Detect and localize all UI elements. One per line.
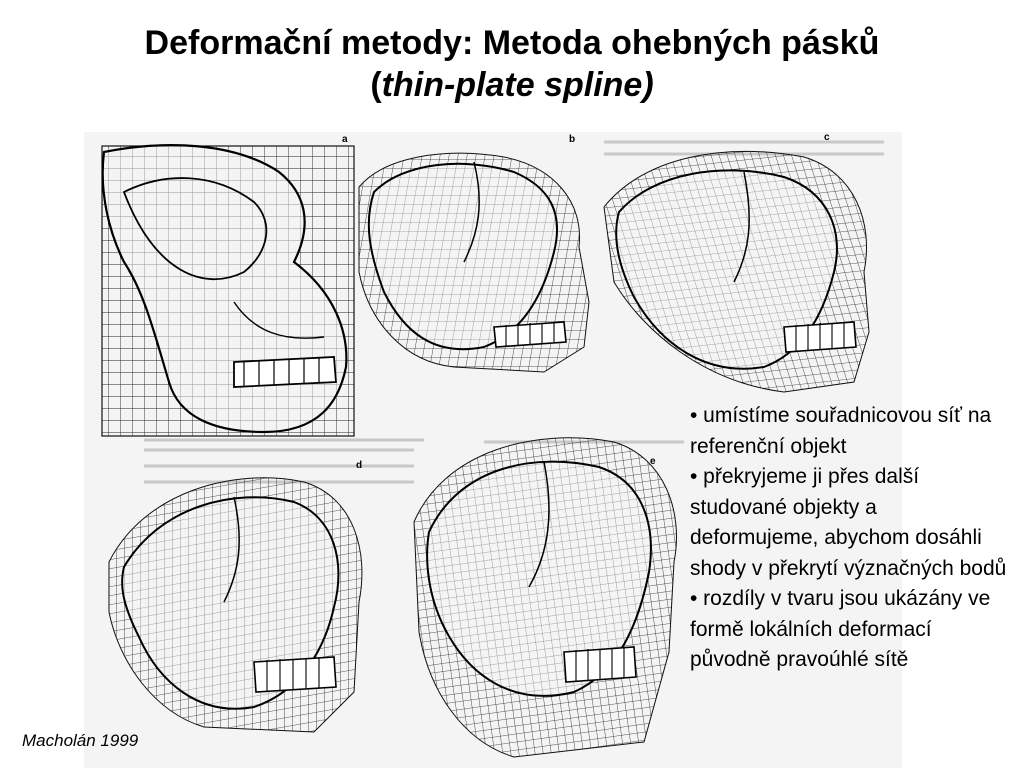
panel-label-a: a — [342, 134, 348, 145]
bullet-item-3: • rozdíly v tvaru jsou ukázány ve formě lokálních deformací původně pravoúhlé sítě — [690, 587, 991, 671]
title-line-1: Deformační metody: Metoda ohebných pásků — [144, 24, 880, 62]
bullet-item-2: • překryjeme ji přes další studované objekty a deformujeme, abychom dosáhli shody v překrytí význačných bodů — [690, 465, 1007, 580]
panel-label-e: e — [650, 456, 656, 467]
title-paren: ( — [370, 66, 382, 104]
panel-c-skull — [604, 151, 869, 392]
citation: Macholán 1999 — [22, 731, 139, 750]
title-line-2 — [0, 64, 1024, 106]
panel-d-skull — [109, 478, 362, 732]
slide-title — [0, 22, 1024, 106]
panel-e-skull — [414, 438, 677, 757]
panel-a-skull — [102, 145, 354, 436]
panel-label-d: d — [356, 460, 363, 471]
panel-label-b: b — [569, 134, 576, 145]
bullet-item-1: • umístíme souřadnicovou síť na referenční objekt — [690, 404, 992, 458]
panel-label-c: c — [824, 132, 830, 143]
title-term: thin-plate spline) — [381, 66, 654, 104]
bullet-list — [690, 401, 1010, 676]
panel-b-skull — [359, 153, 589, 372]
